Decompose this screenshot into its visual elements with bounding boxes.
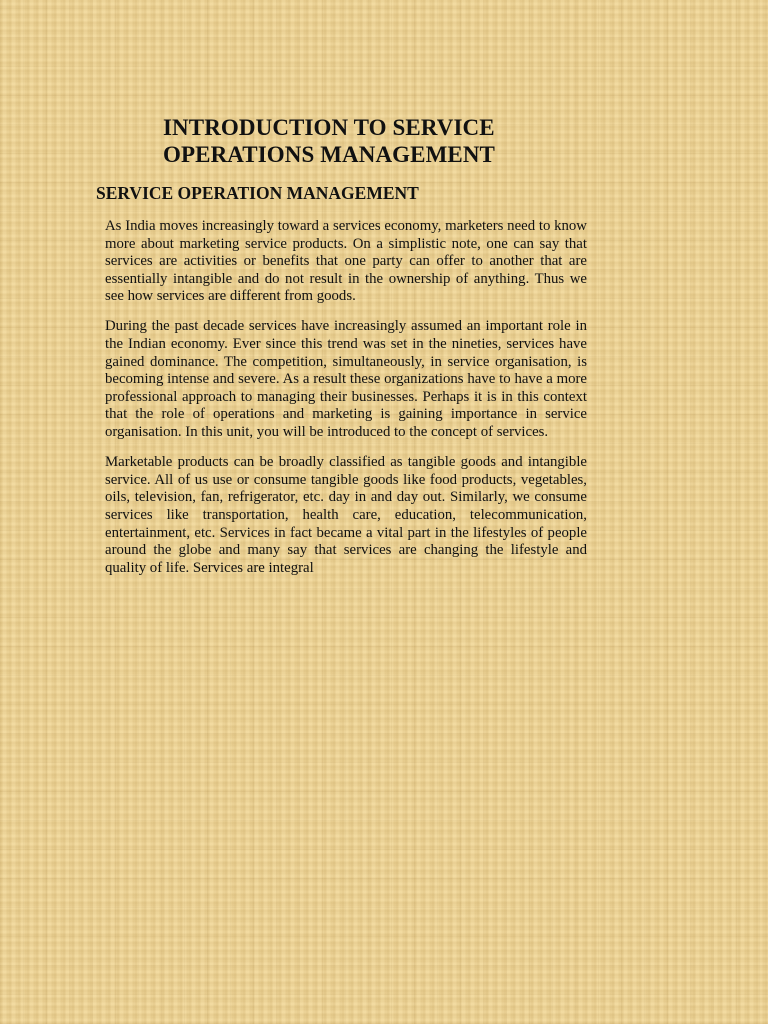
paragraph: As India moves increasingly toward a services economy, marketers need to know more about marketing service products. On a simplistic note, one can say that services are activities or benefits that one party can offer to another that are essentially intangible and do not result in the ownership of anything. Thus we see how services are different from goods. xyxy=(105,218,587,305)
paragraph: Marketable products can be broadly classified as tangible goods and intangible service. All of us use or consume tangible goods like food products, vegetables, oils, television, fan, refrigerator, etc. day in and day out. Similarly, we consume services like transportation, health care, education, telecommunication, entertainment, etc. Services in fact became a vital part in the lifestyles of people around the globe and many say that services are changing the lifestyle and quality of life. Services are integral xyxy=(105,454,587,576)
section-heading: SERVICE OPERATION MANAGEMENT xyxy=(96,183,419,203)
body-text xyxy=(105,218,587,590)
page-title: INTRODUCTION TO SERVICE OPERATIONS MANAGEMENT xyxy=(163,115,495,167)
paragraph: During the past decade services have increasingly assumed an important role in the Indian economy. Ever since this trend was set in the nineties, services have gained dominance. The competition, simultaneously, in service organisation, is becoming intense and severe. As a result these organizations have to have a more professional approach to managing their businesses. Perhaps it is in this context that the role of operations and marketing is gaining importance in service organisation. In this unit, you will be introduced to the concept of services. xyxy=(105,318,587,441)
